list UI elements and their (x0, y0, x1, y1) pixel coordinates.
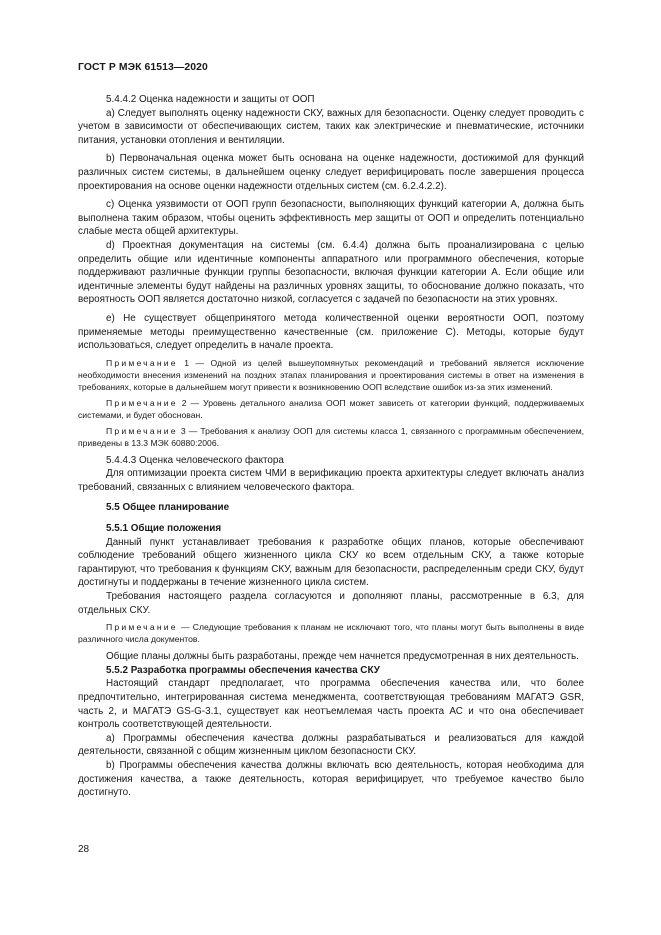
page-number: 28 (78, 844, 90, 855)
note-1 (78, 357, 584, 393)
note-2 (78, 397, 584, 421)
paragraph-quality-program: Настоящий стандарт предполагает, что программа обеспечения качества или, что более предпочтительно, интегрированная система менеджмента, соответствующая требованиям МАГАТЭ GSR, часть 2, и МАГАТЭ GS-G-3.1, существует как неотъемлемая часть проекта АС и что она обеспечивает контроль соответствующей деятельности. (78, 678, 584, 731)
paragraph-plans-before: Общие планы должны быть разработаны, прежде чем начнется предусмотренная в них деятельность. (106, 651, 579, 663)
note-text: 3 — Требования к анализу ООП для системы класса 1, связанного с программным обеспечением, приведены в 13.3 МЭК 60880:2006. (78, 425, 584, 448)
note-3 (78, 425, 584, 449)
note-label: Примечание (106, 357, 178, 368)
paragraph-quality-a: a) Программы обеспечения качества должны разрабатываться и реализоваться для каждой деятельности, связанной с общим жизненным циклом безопасности СКУ. (78, 732, 584, 758)
paragraph-item-e: e) Не существует общепринятого метода количественной оценки вероятности ООП, поэтому применяемые методы преимущественно качественные (см. приложение С). Методы, которые будут использоваться, следует определить в начале проекта. (78, 312, 584, 352)
document-header: ГОСТ Р МЭК 61513—2020 (78, 62, 208, 73)
note-text: 2 — Уровень детального анализа ООП может зависеть от категории функций, поддерживаемых системами, и будет обоснован. (78, 397, 584, 420)
paragraph-requirements: Требования настоящего раздела согласуются и дополняют планы, рассмотренные в 6.3, для отдельных СКУ. (78, 591, 584, 616)
paragraph-hmi: Для оптимизации проекта систем ЧМИ в верификацию проекта архитектуры следует включать анализ требований, связанных с влиянием человеческого фактора. (78, 468, 584, 493)
note-label: Примечание (106, 622, 178, 633)
paragraph-item-d: d) Проектная документация на системы (см. 6.4.4) должна быть проанализирована с целью определить общие или идентичные компоненты аппаратного или программного обеспечения, которые поддерживают различные функции группы безопасности, включая функции категории А. Если общие или идентичные элементы будут найдены на различных уровнях защиты, то обоснование должно показать, что вероятность ООП является достаточно низкой, согласуется с задачей по безопасности на этих уровнях. (78, 239, 584, 306)
section-heading-5-4-4-2: 5.4.4.2 Оценка надежности и защиты от ООП (106, 94, 315, 105)
note-plans (78, 621, 584, 645)
note-text: 1 — Одной из целей вышеупомянутых рекомендаций и требований является исключение необходимости внесения изменений на поздних этапах планирования и проектирования системы в ответ на изменения в требованиях, которые в дальнейшем могут привести к возникновению ООП вследствие ошибок из-за этих изменений. (78, 357, 584, 392)
note-text: — Следующие требования к планам не исключают того, что планы могут быть выполнены в виде различного числа документов. (78, 622, 584, 645)
section-heading-5-5-2: 5.5.2 Разработка программы обеспечения качества СКУ (106, 664, 380, 676)
note-label: Примечание (106, 425, 178, 436)
paragraph-general-plans: Данный пункт устанавливает требования к разработке общих планов, которые обеспечивают соблюдение требований общего жизненного цикла СКУ ко всем отдельным СКУ, а также которые гарантируют, что требования к функциям СКУ, важным для безопасности, распределенным среди СКУ, будут достигнуты и поддержаны в течение жизненного цикла систем. (78, 536, 584, 589)
paragraph-item-a: a) Следует выполнять оценку надежности СКУ, важных для безопасности. Оценку следует проводить с учетом в зависимости от обеспечивающих систем, таких как электрические и пневматические, источники питания, установки отопления и вентиляции. (78, 107, 584, 146)
section-heading-5-5-1: 5.5.1 Общие положения (106, 523, 222, 535)
document-body (78, 93, 584, 800)
paragraph-item-c: c) Оценка уязвимости от ООП групп безопасности, выполняющих функций категории А, должна быть выполнена таким образом, чтобы оценить эффективность мер защиты от ООП и определить потенциально слабые места общей архитектуры. (78, 199, 584, 238)
section-heading-5-5: 5.5 Общее планирование (106, 502, 230, 514)
paragraph-quality-b: b) Программы обеспечения качества должны включать всю деятельность, которая необходима для достижения качества, а также деятельность, которая верифицирует, что требуемое качество было достигнуто. (78, 759, 584, 799)
section-heading-5-4-4-3: 5.4.4.3 Оценка человеческого фактора (106, 454, 284, 466)
paragraph-item-b: b) Первоначальная оценка может быть основана на оценке надежности, достижимой для функций различных систем системы, в дальнейшем оценку следует верифицировать после завершения процесса проектирования на основе оценки надежности отдельных систем (см. 6.2.4.2.2). (78, 153, 584, 192)
note-label: Примечание (106, 397, 178, 408)
